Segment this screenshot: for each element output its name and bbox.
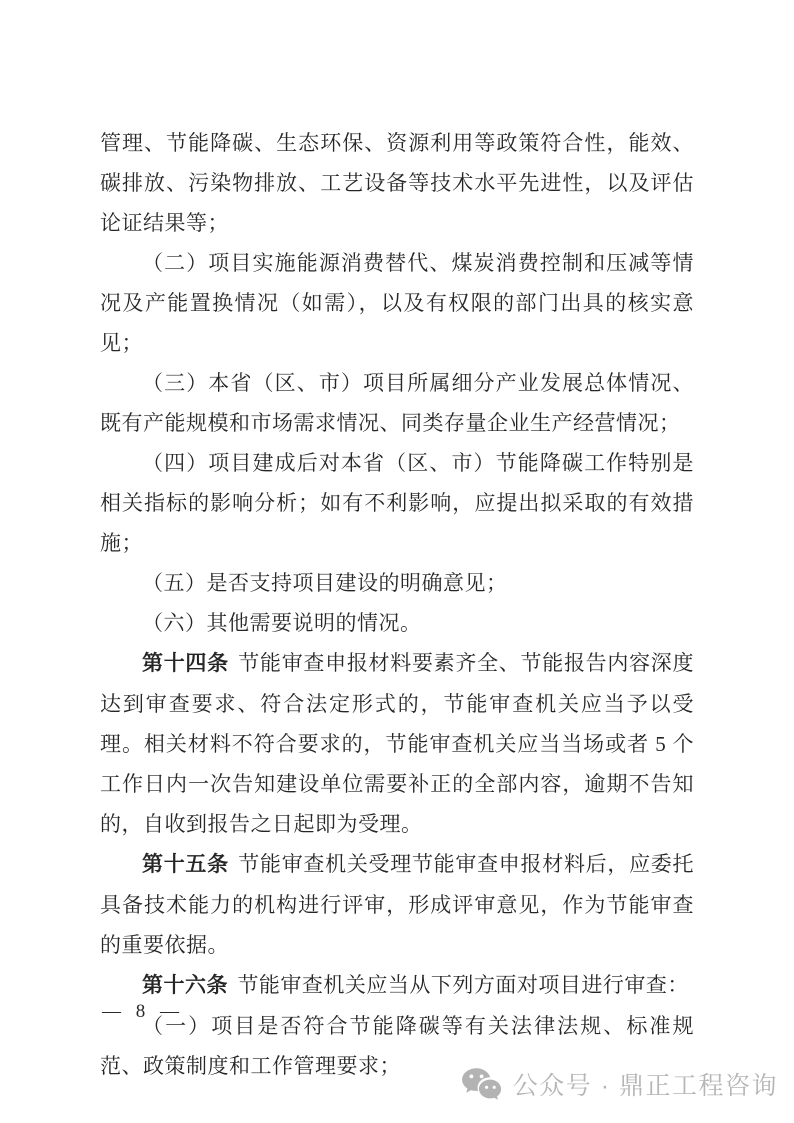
- page-number: — 8 —: [102, 1001, 184, 1022]
- paragraph: 管理、节能降碳、生态环保、资源利用等政策符合性，能效、碳排放、污染物排放、工艺设备等技术水平先进性，以及评估论证结果等；: [100, 131, 694, 235]
- paragraph: （六）其他需要说明的情况。: [142, 611, 422, 635]
- paragraph: （二）项目实施能源消费替代、煤炭消费控制和压减等情况及产能置换情况（如需），以及有权限的部门出具的核实意见；: [100, 251, 694, 355]
- paragraph: （一）项目是否符合节能降碳等有关法律法规、标准规范、政策制度和工作管理要求；: [100, 1014, 694, 1078]
- paragraph: （四）项目建成后对本省（区、市）节能降碳工作特别是相关指标的影响分析；如有不利影响，应提出拟采取的有效措施；: [100, 451, 694, 555]
- paragraph: 第十五条 节能审查机关受理节能审查申报材料后，应委托具备技术能力的机构进行评审，形成评审意见，作为节能审查的重要依据。: [100, 852, 694, 957]
- wechat-icon: [461, 1067, 503, 1101]
- paragraph: 第十六条 节能审查机关应当从下列方面对项目进行审查：: [142, 973, 689, 997]
- article-number: 第十六条: [142, 974, 228, 997]
- article-number: 第十四条: [142, 652, 229, 675]
- paragraph: （三）本省（区、市）项目所属细分产业发展总体情况、既有产能规模和市场需求情况、同类存量企业生产经营情况；: [100, 371, 694, 435]
- article-number: 第十五条: [142, 853, 229, 876]
- paragraph: 第十四条 节能审查申报材料要素齐全、节能报告内容深度达到审查要求、符合法定形式的，节能审查机关应当予以受理。相关材料不符合要求的，节能审查机关应当当场或者 5 个工作日内一次告知建设单位需要补正的全部内容，逾期不告知的，自收到报告之日起即为受理。: [100, 651, 694, 836]
- document-body: [100, 123, 694, 1086]
- wechat-account-label: 公众号 · 鼎正工程咨询: [512, 1072, 778, 1100]
- wechat-account-badge: [461, 1066, 778, 1102]
- paragraph: （五）是否支持项目建设的明确意见；: [142, 571, 508, 595]
